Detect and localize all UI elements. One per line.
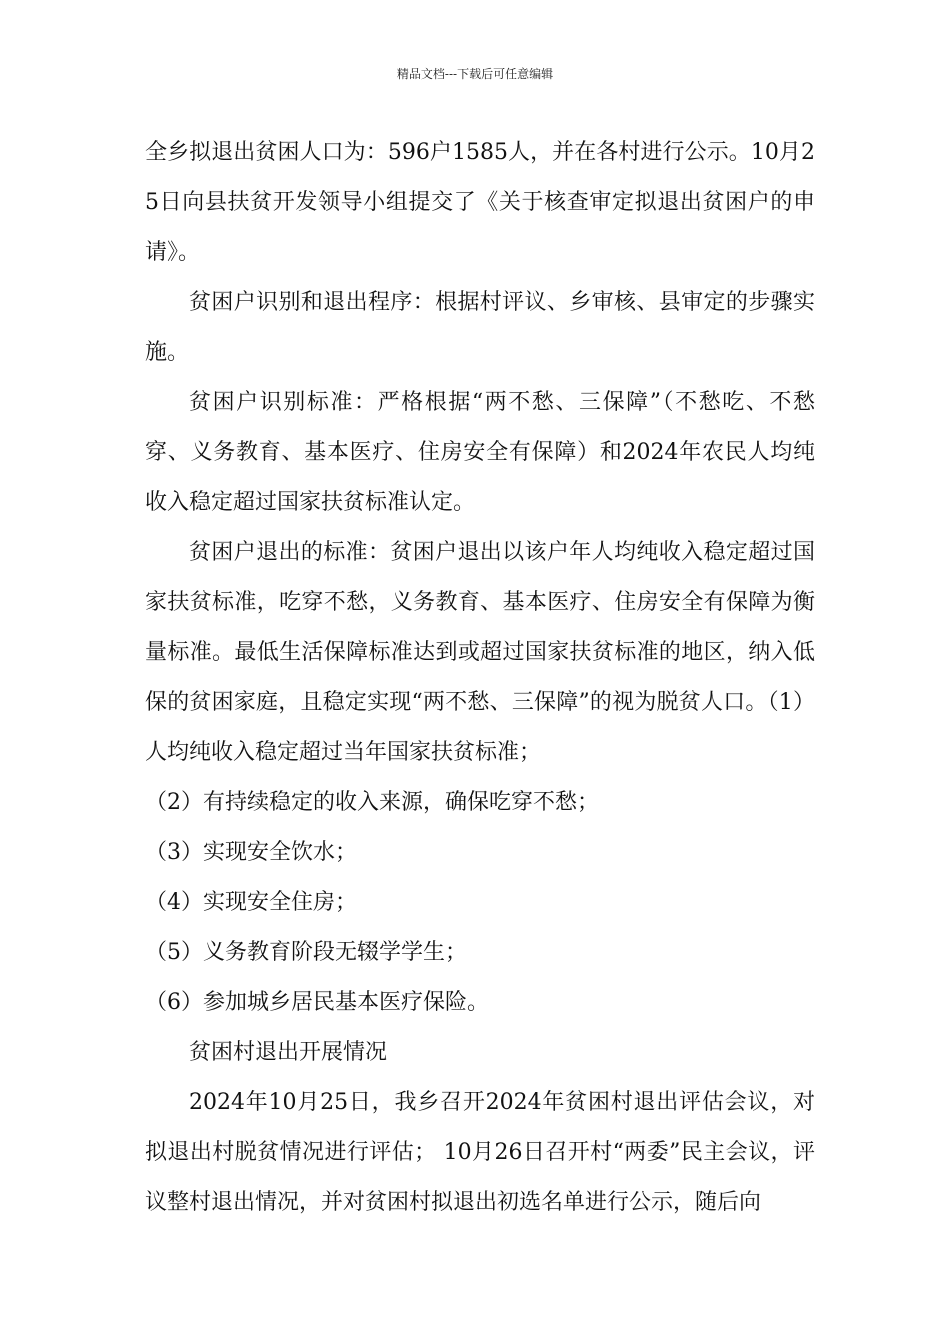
list-item-no-dropout: （5）义务教育阶段无辍学学生； <box>145 940 467 965</box>
page-header: 精品文档---下载后可任意编辑 <box>396 67 554 81</box>
document-body <box>145 128 815 1228</box>
list-item-safe-housing: （4）实现安全住房； <box>145 890 357 915</box>
paragraph-village-exit-process: 2024年10月25日，我乡召开2024年贫困村退出评估会议，对拟退出村脱贫情况进行评估； 10月26日召开村“两委”民主会议，评议整村退出情况，并对贫困村拟退出初选名单进行公示，随后向 <box>145 1090 815 1215</box>
section-heading-village-exit: 贫困村退出开展情况 <box>189 1040 388 1065</box>
paragraph-identification-standard: 贫困户识别标准：严格根据“两不愁、三保障”（不愁吃、不愁穿、义务教育、基本医疗、住房安全有保障）和2024年农民人均纯收入稳定超过国家扶贫标准认定。 <box>145 390 815 515</box>
list-item-safe-water: （3）实现安全饮水； <box>145 840 357 865</box>
paragraph-identification-procedure: 贫困户识别和退出程序：根据村评议、乡审核、县审定的步骤实施。 <box>145 290 815 365</box>
list-item-medical-insurance: （6）参加城乡居民基本医疗保险。 <box>145 990 489 1015</box>
paragraph-exit-population: 全乡拟退出贫困人口为：596户1585人，并在各村进行公示。10月25日向县扶贫开发领导小组提交了《关于核查审定拟退出贫困户的申请》。 <box>145 140 815 265</box>
list-item-income-source: （2）有持续稳定的收入来源，确保吃穿不愁； <box>145 790 599 815</box>
paragraph-exit-standard: 贫困户退出的标准：贫困户退出以该户年人均纯收入稳定超过国家扶贫标准，吃穿不愁，义务教育、基本医疗、住房安全有保障为衡量标准。最低生活保障标准达到或超过国家扶贫标准的地区，纳入低保的贫困家庭，且稳定实现“两不愁、三保障”的视为脱贫人口。（1）人均纯收入稳定超过当年国家扶贫标准； <box>145 540 815 765</box>
